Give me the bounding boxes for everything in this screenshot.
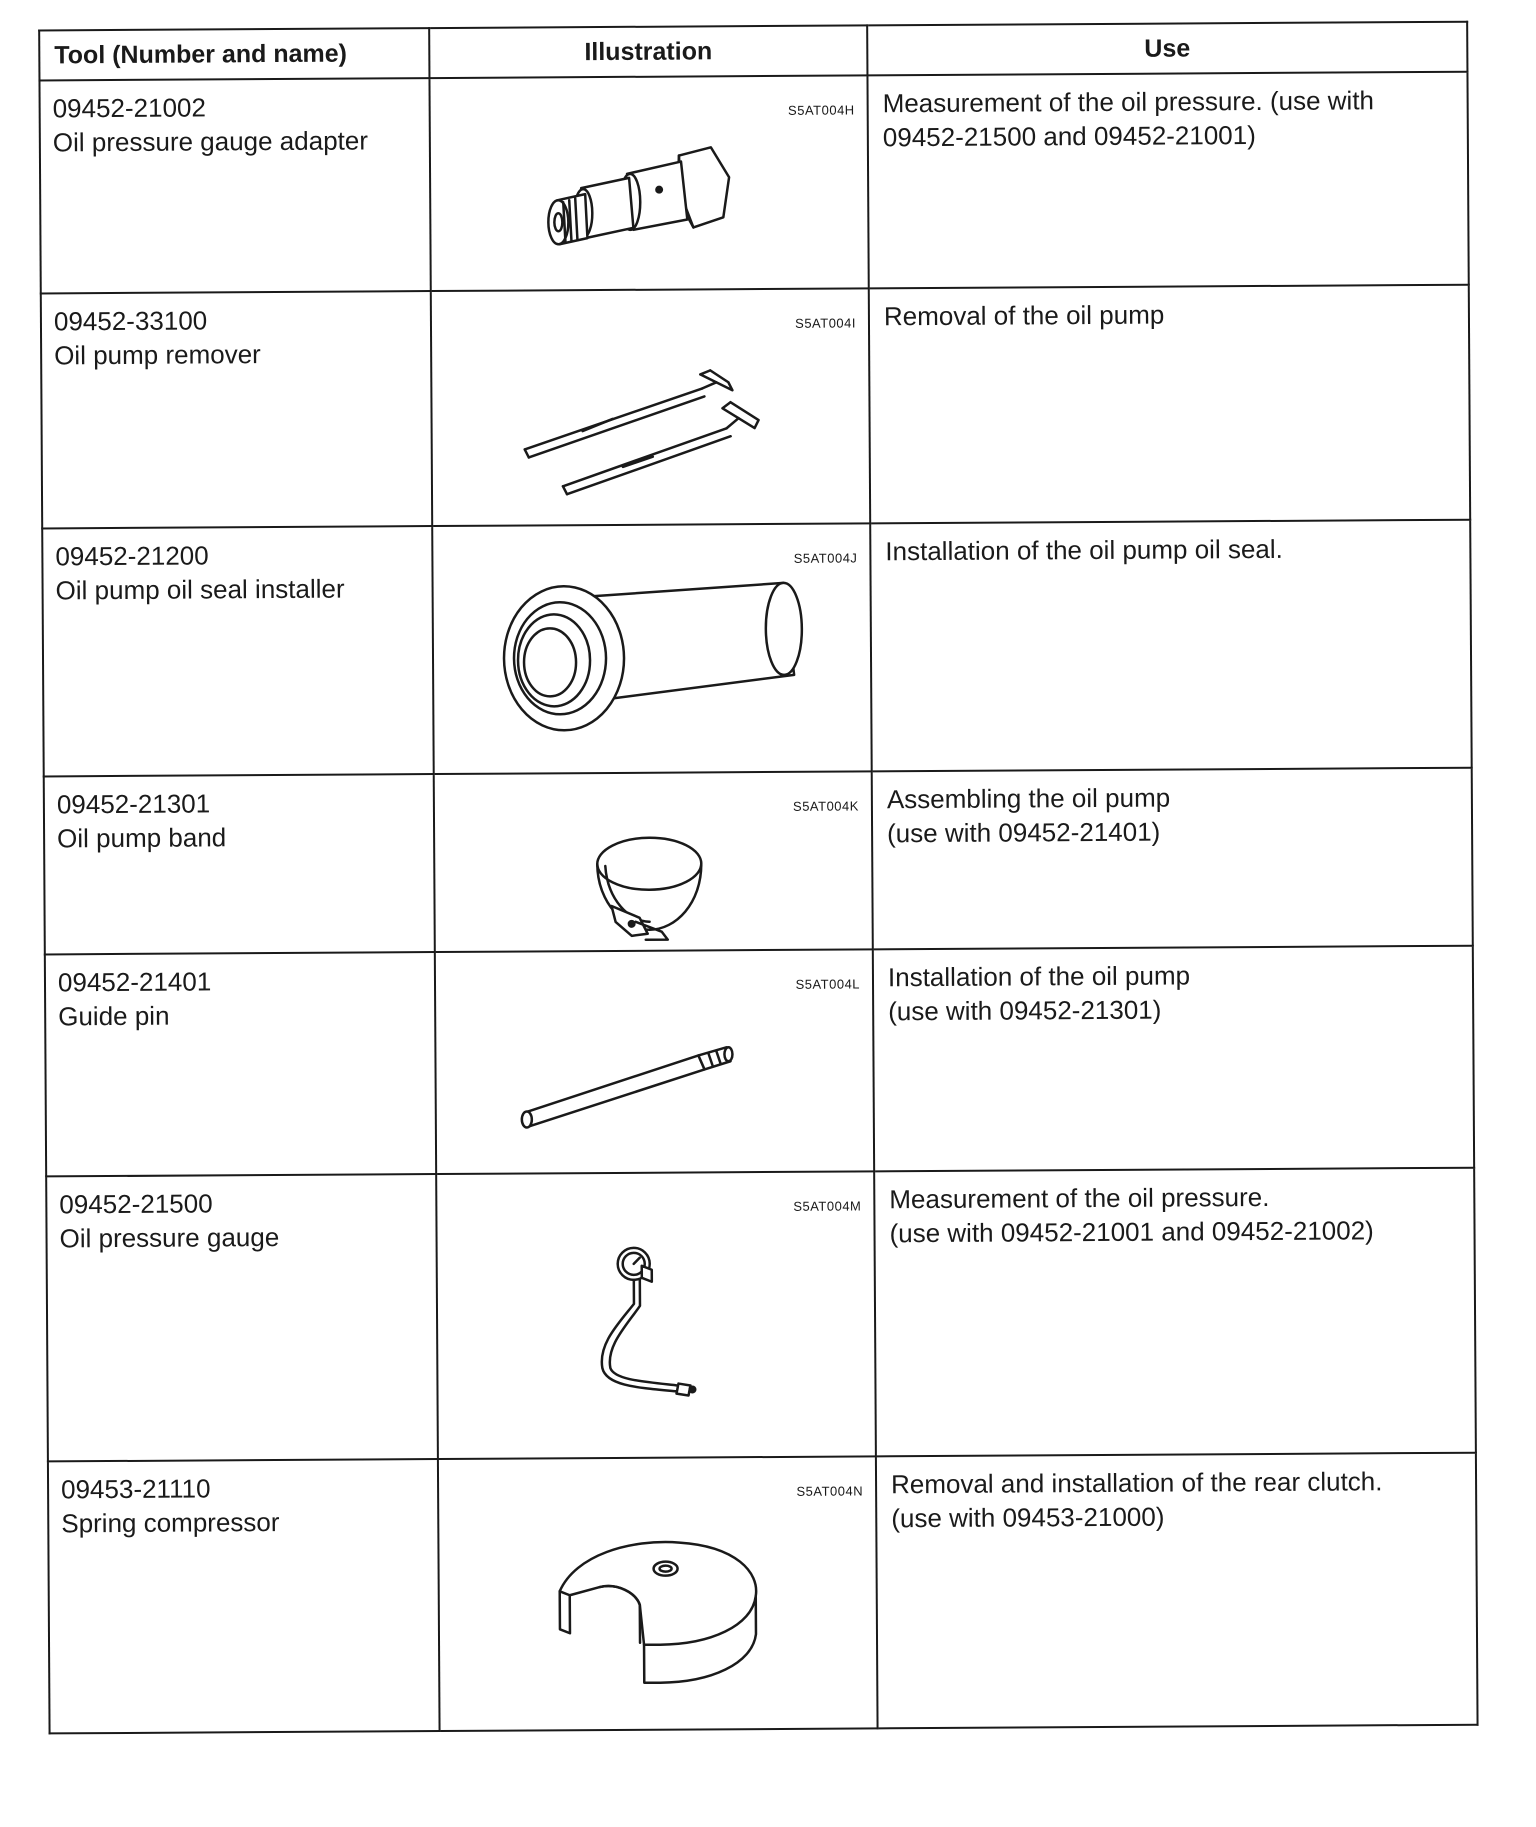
use-cell [870,520,1472,772]
tool-cell [39,78,430,293]
figure-code: S5AT004I [795,315,857,331]
tool-name: Spring compressor [61,1507,280,1539]
oil-pump-remover-icon [432,289,871,527]
header-tool: Tool (Number and name) [39,28,429,80]
illustration-cell [436,1171,876,1459]
tool-cell [46,1174,438,1461]
figure-code: S5AT004M [793,1198,862,1214]
tool-cell [45,952,436,1176]
table-row [44,768,1473,955]
illustration-cell [438,1456,878,1731]
table-row [45,946,1474,1177]
use-cell [874,1168,1476,1457]
use-text: 09452-21500 and 09452-21001) [882,120,1256,153]
tool-number: 09452-21301 [56,788,211,820]
use-text: (use with 09452-21001 and 09452-21002) [889,1215,1374,1249]
header-use: Use [867,22,1467,76]
tool-cell [48,1459,440,1733]
illustration-cell [432,523,872,774]
figure-code: S5AT004N [796,1483,864,1499]
use-text: Measurement of the oil pressure. (use with [882,85,1375,119]
use-cell [876,1453,1478,1729]
tool-number: 09452-21401 [57,966,212,998]
tool-name: Oil pump remover [54,339,261,371]
illustration-cell [431,288,870,526]
oil-seal-installer-icon [433,524,873,775]
guide-pin-icon [436,950,875,1175]
use-text: Installation of the oil pump [887,960,1191,993]
figure-code: S5AT004J [793,550,858,566]
tool-name: Oil pressure gauge adapter [52,125,369,158]
use-text: Assembling the oil pump [886,782,1171,815]
tool-number: 09453-21110 [60,1473,211,1505]
use-cell [869,285,1470,524]
tool-name: Oil pump oil seal installer [55,573,345,606]
spring-compressor-icon [439,1457,879,1732]
figure-code: S5AT004L [795,976,861,992]
use-text: Measurement of the oil pressure. [889,1181,1270,1215]
illustration-cell [435,949,874,1174]
use-text: (use with 09452-21401) [887,816,1161,849]
tool-name: Oil pressure gauge [59,1222,280,1254]
illustration-cell [429,75,868,291]
table-row [48,1453,1478,1734]
header-illustration: Illustration [429,25,867,78]
tool-cell [42,526,434,776]
table-header-row [39,22,1467,81]
oil-pump-band-icon [435,772,874,953]
oil-pressure-gauge-icon [437,1172,877,1460]
tool-name: Guide pin [58,1000,170,1032]
tool-number: 09452-21200 [55,540,209,572]
use-cell [873,946,1474,1172]
special-tools-table [38,21,1478,1735]
illustration-cell [434,771,873,952]
use-text: (use with 09452-21301) [888,994,1162,1027]
use-text: Removal and installation of the rear clutch. [890,1466,1383,1500]
use-cell [867,72,1468,289]
use-text: (use with 09453-21000) [891,1501,1165,1534]
tool-number: 09452-21002 [52,92,207,124]
tool-number: 09452-33100 [53,305,208,337]
figure-code: S5AT004H [787,102,855,118]
tool-number: 09452-21500 [59,1188,213,1220]
figure-code: S5AT004K [792,798,859,814]
use-text: Installation of the oil pump oil seal. [885,533,1283,567]
tool-name: Oil pump band [57,822,227,854]
use-text: Removal of the oil pump [883,299,1165,332]
oil-pressure-gauge-adapter-icon [430,76,869,292]
tool-cell [44,774,435,954]
table-row [39,72,1468,294]
table-row [46,1168,1476,1462]
tool-cell [41,291,432,528]
table-row [41,285,1470,529]
table-row [42,520,1471,777]
use-cell [872,768,1473,950]
